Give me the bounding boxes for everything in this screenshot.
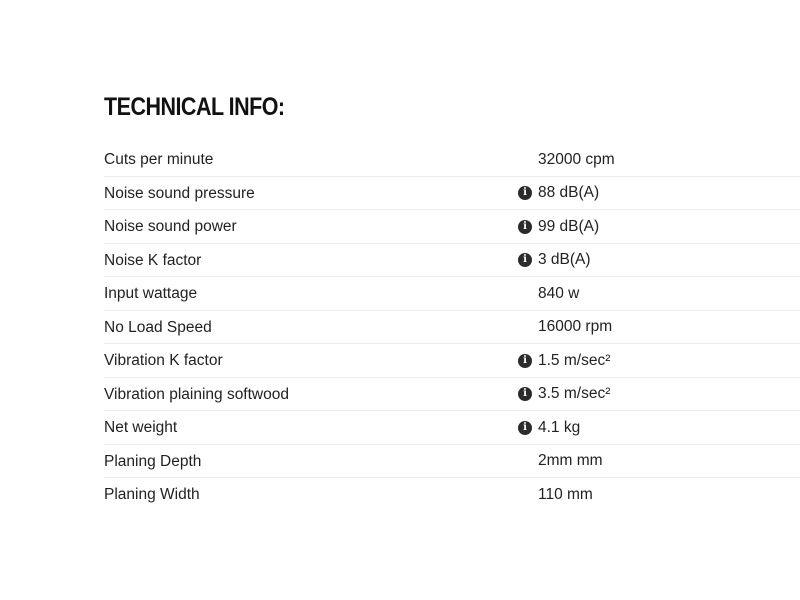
info-icon[interactable]: i [518,421,532,435]
icon-spacer [518,488,532,502]
spec-value: 840 w [538,284,580,302]
info-icon[interactable]: i [518,253,532,267]
spec-label: Noise sound power [104,218,237,235]
spec-value: 3 dB(A) [538,251,591,268]
spec-row [104,210,800,244]
spec-value-cell [518,177,599,210]
spec-value: 16000 rpm [538,318,613,335]
spec-value: 88 dB(A) [538,184,600,201]
spec-row [104,143,800,177]
spec-value-cell [518,210,599,243]
spec-label: Input wattage [104,285,198,302]
spec-value-cell [518,311,612,344]
spec-row [104,344,800,378]
spec-value: 4.1 kg [538,418,581,436]
spec-label: No Load Speed [104,318,212,336]
spec-value: 110 mm [538,485,593,503]
technical-info-table [104,143,800,512]
spec-label: Noise K factor [104,251,202,269]
spec-value: 3.5 m/sec² [538,385,611,402]
icon-spacer [518,287,532,301]
spec-value: 2mm mm [538,452,603,469]
icon-spacer [518,320,532,334]
spec-row [104,378,800,412]
spec-value-cell [518,244,591,277]
spec-row [104,177,800,211]
icon-spacer [518,454,532,468]
spec-value-cell [518,277,579,310]
info-icon[interactable]: i [518,387,532,401]
spec-value: 99 dB(A) [538,217,600,235]
spec-row [104,311,800,345]
page-title: TECHNICAL INFO: [104,93,285,121]
spec-value-cell [518,445,603,478]
spec-value-cell [518,411,580,444]
spec-row [104,445,800,479]
spec-value-cell [518,378,610,411]
spec-row [104,478,800,512]
spec-row [104,411,800,445]
icon-spacer [518,153,532,167]
spec-label: Vibration plaining softwood [104,385,289,403]
spec-label: Vibration K factor [104,352,223,369]
spec-value-cell [518,344,610,377]
spec-row [104,244,800,278]
spec-label: Net weight [104,419,178,436]
info-icon[interactable]: i [518,220,532,234]
spec-value-cell [518,478,593,511]
spec-label: Planing Width [104,486,200,503]
spec-value: 1.5 m/sec² [538,351,611,369]
spec-row [104,277,800,311]
info-icon[interactable]: i [518,186,532,200]
spec-label: Cuts per minute [104,151,214,168]
spec-label: Noise sound pressure [104,184,255,202]
spec-value-cell [518,143,615,176]
spec-label: Planing Depth [104,452,202,470]
info-icon[interactable]: i [518,354,532,368]
spec-value: 32000 cpm [538,150,615,168]
